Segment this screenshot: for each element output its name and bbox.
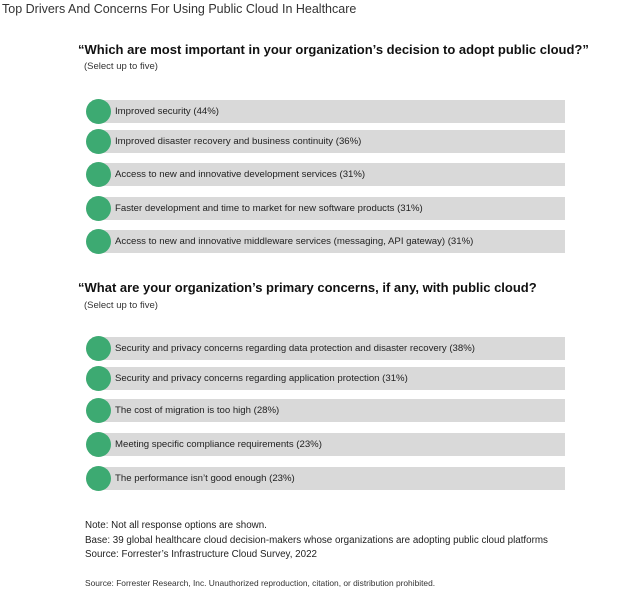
q2-row-4 xyxy=(86,433,565,456)
question-1-subtitle: (Select up to five) xyxy=(84,61,158,72)
q2-row-5 xyxy=(86,467,565,490)
q1-label-5: Access to new and innovative middleware services (messaging, API gateway) (31%) xyxy=(115,236,474,247)
question-2-subtitle: (Select up to five) xyxy=(84,300,158,311)
q1-dot-1-icon xyxy=(86,99,111,124)
q1-dot-5-icon xyxy=(86,229,111,254)
figure-title: Top Drivers And Concerns For Using Public Cloud In Healthcare xyxy=(2,2,357,16)
q2-row-2 xyxy=(86,367,565,390)
q2-row-3 xyxy=(86,399,565,422)
q2-dot-4-icon xyxy=(86,432,111,457)
q2-dot-3-icon xyxy=(86,398,111,423)
q1-label-1: Improved security (44%) xyxy=(115,106,219,117)
q1-label-4: Faster development and time to market for new software products (31%) xyxy=(115,203,423,214)
q1-row-4 xyxy=(86,197,565,220)
question-1-title: “Which are most important in your organization’s decision to adopt public cloud?” xyxy=(78,42,589,57)
q1-dot-4-icon xyxy=(86,196,111,221)
copyright-footer: Source: Forrester Research, Inc. Unauthorized reproduction, citation, or distribution prohibited. xyxy=(85,578,436,588)
q2-label-3: The cost of migration is too high (28%) xyxy=(115,405,280,416)
question-2-title: “What are your organization’s primary concerns, if any, with public cloud? xyxy=(78,280,537,295)
q1-label-2: Improved disaster recovery and business continuity (36%) xyxy=(115,136,362,147)
note-line: Note: Not all response options are shown. xyxy=(85,520,267,531)
q1-row-2 xyxy=(86,130,565,153)
base-line: Base: 39 global healthcare cloud decision-makers whose organizations are adopting public cloud platforms xyxy=(85,535,548,546)
q2-row-1 xyxy=(86,337,565,360)
q1-row-1 xyxy=(86,100,565,123)
q1-row-3 xyxy=(86,163,565,186)
q1-dot-2-icon xyxy=(86,129,111,154)
q2-label-1: Security and privacy concerns regarding data protection and disaster recovery (38%) xyxy=(115,343,475,354)
q1-row-5 xyxy=(86,230,565,253)
q2-dot-5-icon xyxy=(86,466,111,491)
q2-dot-1-icon xyxy=(86,336,111,361)
q2-label-5: The performance isn’t good enough (23%) xyxy=(115,473,295,484)
q2-dot-2-icon xyxy=(86,366,111,391)
source-line: Source: Forrester’s Infrastructure Cloud Survey, 2022 xyxy=(85,549,317,560)
q2-label-4: Meeting specific compliance requirements (23%) xyxy=(115,439,322,450)
q1-dot-3-icon xyxy=(86,162,111,187)
q1-label-3: Access to new and innovative development services (31%) xyxy=(115,169,366,180)
q2-label-2: Security and privacy concerns regarding application protection (31%) xyxy=(115,373,408,384)
